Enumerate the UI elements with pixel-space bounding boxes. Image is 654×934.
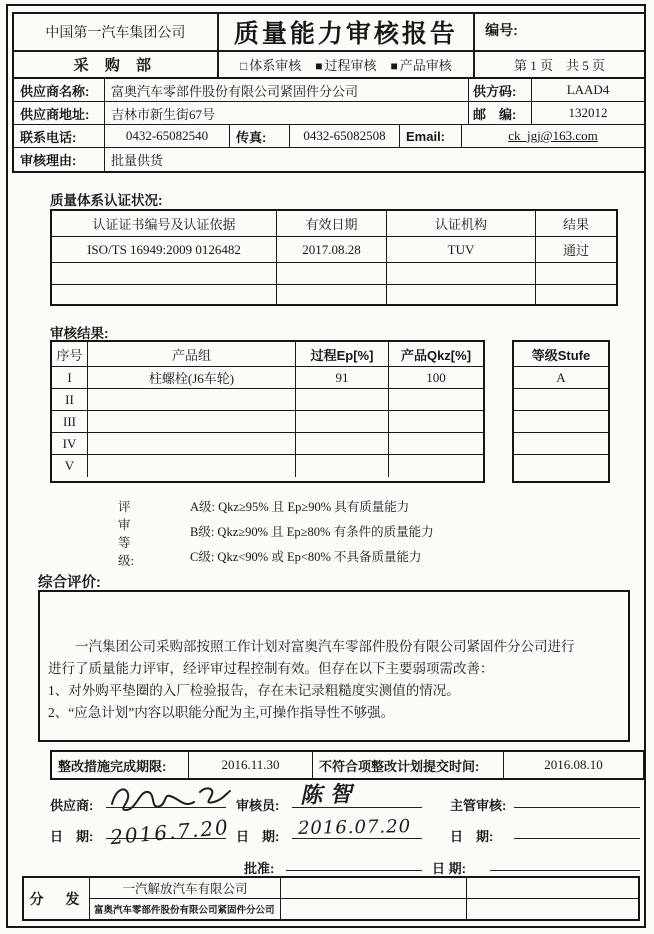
evaluation-line-4: 2、“应急计划”内容以职能分配为主,可操作指导性不够强。 [48, 705, 395, 720]
checkbox-checked-icon: ■ [390, 59, 398, 73]
supplier-name-label: 供应商名称: [20, 83, 90, 99]
supplier-sign-label: 供应商: [50, 798, 94, 813]
rating-legend-label: 评审等级: [118, 500, 134, 568]
certification-data-row [52, 237, 616, 263]
results-header-row [52, 342, 483, 367]
org-name-text: 中国第一汽车集团公司 [45, 26, 186, 41]
phone-value: 0432-65082540 [125, 128, 209, 143]
evaluation-line-1: 一汽集团公司采购部按照工作计划对富奥汽车零部件股份有限公司紧固件分公司进行 [75, 639, 575, 654]
row-no: II [65, 391, 74, 407]
supplier-signature-scribble [104, 778, 234, 818]
results-row-4 [52, 433, 483, 455]
cert-org: TUV [447, 241, 475, 257]
supplier-addr-value: 吉林市新生街67号 [111, 106, 216, 122]
submit-deadline-label: 不符合项整改计划提交时间: [319, 758, 480, 774]
audit-reason-row [14, 148, 644, 171]
results-row-1 [52, 367, 483, 389]
certification-empty-row [52, 285, 616, 304]
certification-empty-row [52, 263, 616, 285]
row-no: III [63, 413, 76, 429]
org-name [14, 14, 217, 52]
certification-header-row [52, 211, 616, 237]
results-row-5 [52, 455, 483, 477]
distribution-table [22, 876, 640, 921]
page-number-text: 第 1 页 共 5 页 [514, 58, 606, 73]
approve-line [286, 856, 422, 871]
fax-value: 0432-65082508 [303, 128, 386, 143]
results-row-2 [52, 389, 483, 411]
audit-type-row [219, 52, 473, 77]
row-no: V [64, 458, 75, 473]
audit-type-system-label: 体系审核 [249, 58, 302, 73]
supplier-date-label: 日 期: [50, 829, 94, 844]
supplier-phone-row [14, 125, 644, 148]
distribution-recipient-1: 一汽解放汽车有限公司 [122, 882, 248, 896]
manager-date-label: 日 期: [450, 829, 494, 844]
evaluation-line-2: 进行了质量能力评审，经评审过程控制有效。但存在以下主要弱项需改善： [48, 661, 494, 676]
approve-label: 批准: [244, 861, 275, 876]
results-header-qkz: 产品Qkz[%] [400, 347, 472, 363]
ep-value: 91 [335, 369, 349, 385]
results-table [50, 340, 485, 483]
fix-deadline-date: 2016.11.30 [221, 757, 280, 772]
results-header-no: 序号 [56, 347, 83, 363]
cert-header-result: 结果 [562, 217, 589, 232]
certification-title: 质量体系认证状况: [50, 193, 163, 208]
rating-legend-line-a: A级: Qkz≥95% 且 Ep≥90% 具有质量能力 [190, 500, 410, 514]
supplier-name-value: 富奥汽车零部件股份有限公司紧固件分公司 [111, 83, 359, 99]
zip-value: 132012 [568, 105, 608, 120]
audit-type-product [391, 55, 452, 74]
manager-date-line [514, 824, 640, 839]
report-title [219, 14, 473, 52]
evaluation-line-3: 1、对外购平垫圈的入厂检验报告，存在未记录粗糙度实测值的情况。 [48, 683, 460, 698]
manager-sign-line [514, 793, 640, 808]
supplier-addr-label: 供应商地址: [20, 106, 90, 122]
product-group: 柱螺栓(J6车轮) [148, 371, 235, 386]
audit-type-process [315, 55, 376, 74]
manager-sign-label: 主管审核: [450, 798, 507, 813]
distribution-label-cell [24, 878, 90, 919]
checkbox-unchecked-icon: □ [239, 59, 248, 73]
doc-number-label: 编号: [485, 22, 518, 38]
approve-date-line [490, 856, 640, 871]
email-label: Email: [406, 128, 446, 144]
phone-label: 联系电话: [20, 129, 77, 145]
email-value: ck_jgj@163.com [508, 128, 598, 143]
cert-header-number: 认证证书编号及认证依据 [92, 217, 236, 232]
reason-value: 批量供货 [111, 153, 164, 168]
cert-header-date: 有效日期 [305, 217, 358, 232]
audit-type-process-label: 过程审核 [324, 58, 377, 73]
doc-number-cell [475, 14, 644, 52]
auditor-date-handwriting: 2016.07.20 [297, 816, 412, 839]
cert-valid-date: 2017.08.28 [302, 241, 361, 257]
fax-label: 传真: [236, 129, 267, 145]
auditor-date-label: 日 期: [236, 829, 280, 844]
row-no: IV [62, 435, 77, 451]
distribution-recipient-2: 富奥汽车零部件股份有限公司紧固件分公司 [94, 905, 275, 916]
distribution-row-2 [90, 899, 638, 919]
reason-label: 审核理由: [20, 153, 77, 168]
grade-table [512, 340, 610, 483]
supplier-date-handwriting: 2016.7.20 [109, 814, 231, 850]
supplier-addr-row [14, 102, 644, 125]
audit-type-product-label: 产品审核 [399, 58, 452, 73]
cert-result: 通过 [562, 243, 589, 258]
fix-deadline-label: 整改措施完成期限: [58, 758, 167, 774]
row-no: I [67, 369, 72, 385]
auditor-sign-label: 审核员: [236, 798, 280, 813]
supplier-info-table [12, 79, 646, 173]
report-title-text: 质量能力审核报告 [233, 20, 458, 48]
supplier-name-row [14, 79, 644, 102]
approve-date-label: 日 期: [432, 861, 466, 876]
cert-header-org: 认证机构 [434, 217, 487, 232]
cert-number: ISO/TS 16949:2009 0126482 [87, 241, 241, 257]
header-table [12, 12, 646, 79]
qkz-value: 100 [426, 369, 446, 385]
checkbox-checked-icon: ■ [315, 59, 323, 73]
supplier-code-value: LAAD4 [566, 82, 610, 97]
dept-name-text: 采 购 部 [73, 57, 158, 74]
results-row-3 [52, 411, 483, 433]
rating-legend-line-c: C级: Qkz<90% 或 Ep<80% 不具备质量能力 [190, 550, 422, 564]
rating-legend-line-b: B级: Qkz≥90% 且 Ep≥80% 有条件的质量能力 [190, 525, 434, 539]
results-header-group: 产品组 [171, 347, 211, 363]
audit-type-system [240, 55, 301, 74]
zip-label: 邮 编: [473, 106, 517, 122]
distribution-row-1 [90, 878, 638, 899]
results-header-ep: 过程Ep[%] [310, 347, 374, 363]
evaluation-title: 综合评价: [38, 575, 101, 591]
supplier-code-label: 供方码: [473, 83, 517, 99]
grade-value: A [556, 369, 566, 385]
grade-header: 等级Stufe [531, 347, 591, 363]
results-title: 审核结果: [50, 326, 109, 341]
certification-table [50, 209, 618, 306]
deadline-table [50, 750, 645, 780]
page-number-cell [475, 52, 644, 77]
evaluation-box [38, 590, 630, 742]
submit-deadline-date: 2016.08.10 [544, 757, 603, 772]
auditor-signature: 陈 智 [299, 781, 353, 809]
dept-name [14, 52, 217, 77]
distribution-label: 分 发 [29, 890, 84, 907]
